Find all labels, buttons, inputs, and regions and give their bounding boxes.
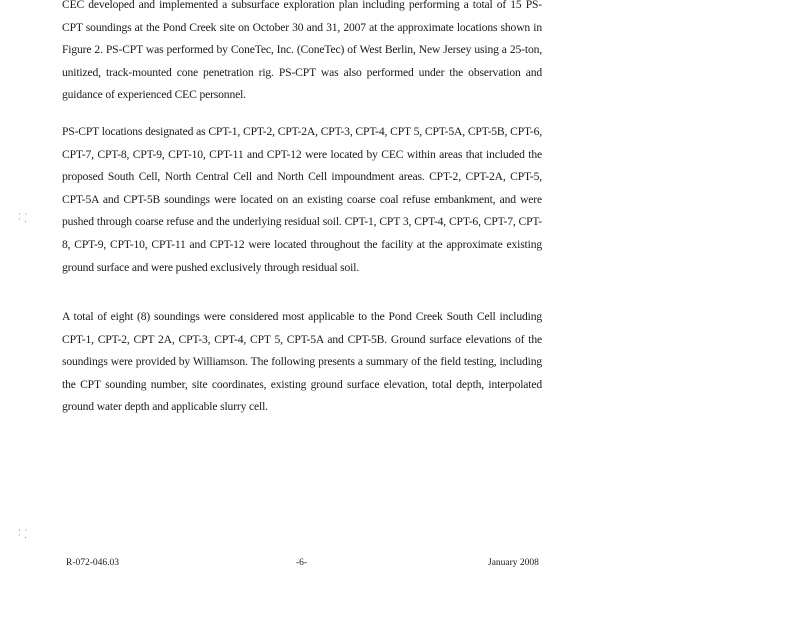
- paragraph-south-cell-soundings: A total of eight (8) soundings were considered most applicable to the Pond Creek South Cell including CPT-1, CPT-2, CPT 2A, CPT-3, CPT-4, CPT 5, CPT-5A and CPT-5B. Ground surface elevations of the soundings were provided by Williamson. The following presents a summary of the field testing, including the CPT sounding number, site coordinates, existing ground surface elevation, total depth, interpolated ground water depth and applicable slurry cell.: [62, 310, 542, 414]
- paragraph-cpt-locations: PS-CPT locations designated as CPT-1, CPT-2, CPT-2A, CPT-3, CPT-4, CPT 5, CPT-5A, CPT-5B, CPT-6, CPT-7, CPT-8, CPT-9, CPT-10, CPT-11 and CPT-12 were located by CEC within areas that included the proposed South Cell, North Central Cell and North Cell impoundment areas. CPT-2, CPT-2A, CPT-5, CPT-5A and CPT-5B soundings were located on an existing coarse coal refuse embankment, and were pushed through coarse refuse and the underlying residual soil. CPT-1, CPT 3, CPT-4, CPT-6, CPT-7, CPT-8, CPT-9, CPT-10, CPT-11 and CPT-12 were located throughout the facility at the approximate existing ground surface and were pushed exclusively through residual soil.: [62, 125, 542, 274]
- footer-report-number: R-072-046.03: [66, 558, 120, 568]
- paragraph-exploration-plan: CEC developed and implemented a subsurface exploration plan including performing a total of 15 PS-CPT soundings at the Pond Creek site on October 30 and 31, 2007 at the approximate locations shown in Figure 2. PS-CPT was performed by ConeTec, Inc. (ConeTec) of West Berlin, New Jersey using a 25-ton, unitized, track-mounted cone penetration rig. PS-CPT was also performed under the observation and guidance of experienced CEC personnel.: [62, 0, 542, 102]
- footer-date: January 2008: [488, 558, 539, 568]
- scan-speck-mark: · · · .: [18, 210, 29, 224]
- scan-speck-mark: · · · .: [18, 526, 29, 540]
- footer-page-number: -6-: [296, 558, 308, 568]
